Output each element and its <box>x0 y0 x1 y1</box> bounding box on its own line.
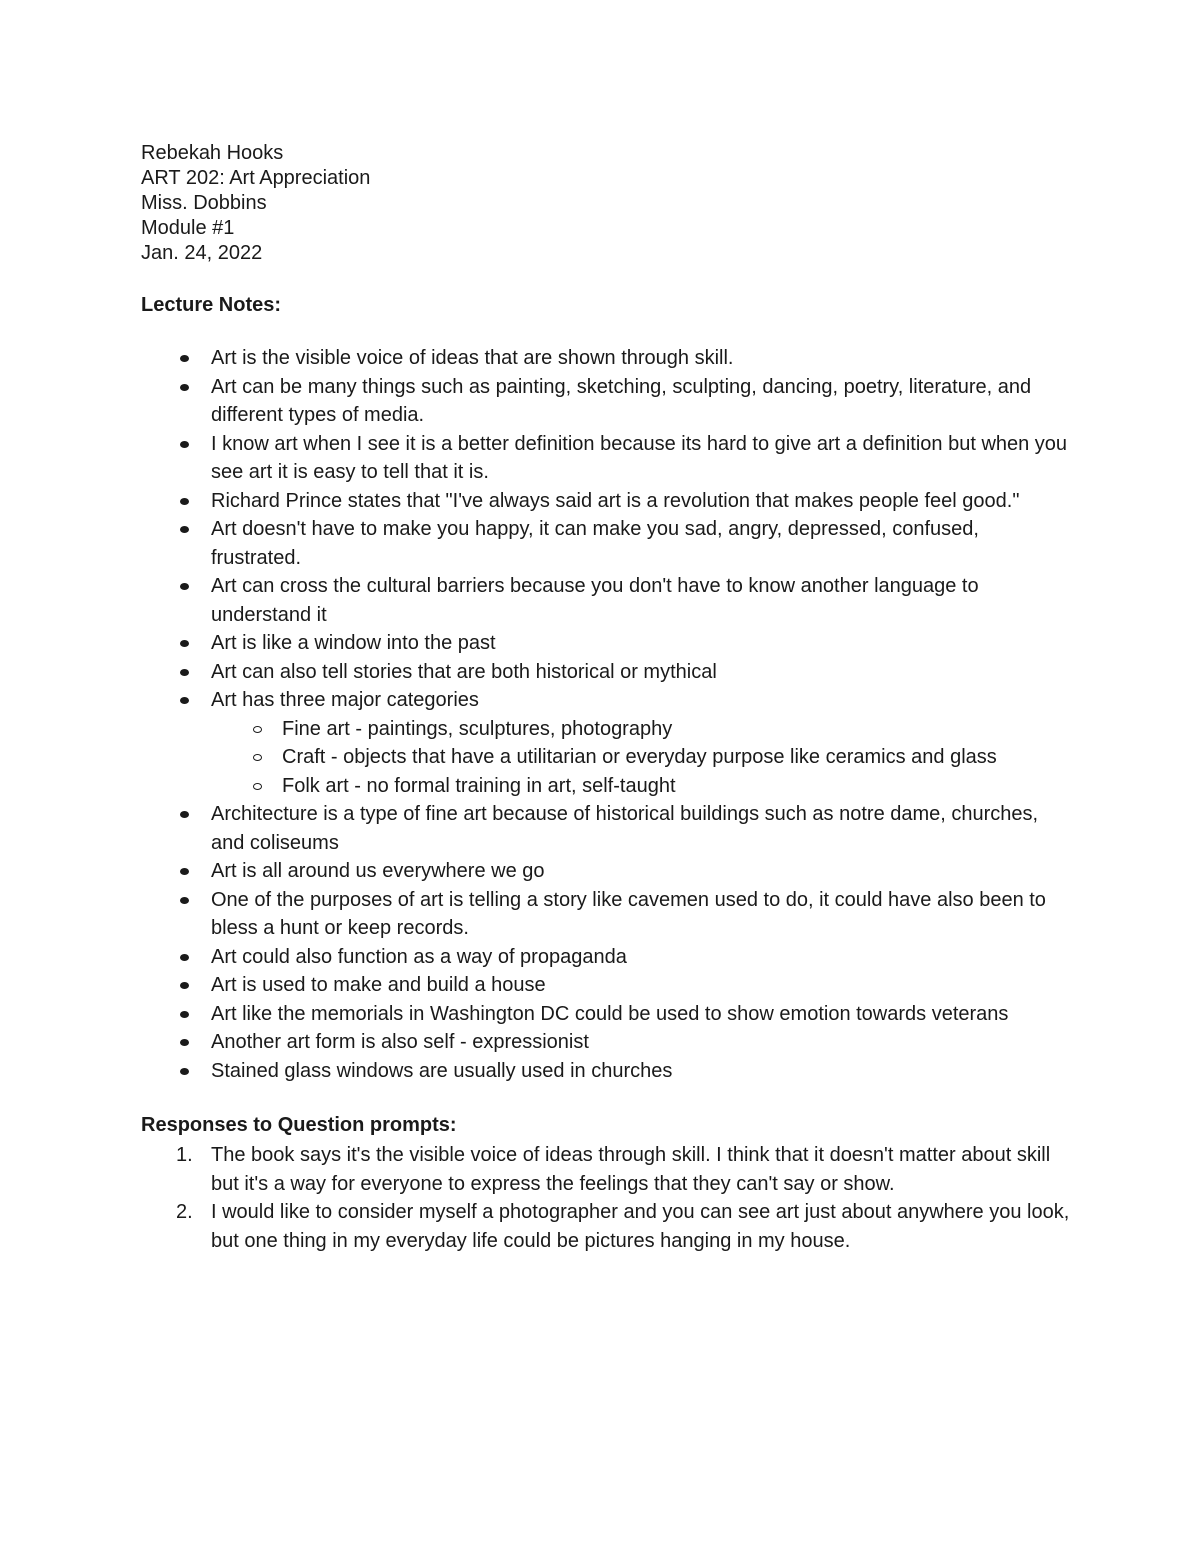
bullet-icon <box>180 868 189 875</box>
document-content <box>141 141 1071 1255</box>
document-date: Jan. 24, 2022 <box>141 242 263 264</box>
list-item <box>141 515 1071 572</box>
bullet-icon <box>180 441 189 448</box>
sub-list-item <box>211 743 1071 772</box>
bullet-icon <box>180 697 189 704</box>
course-title: ART 202: Art Appreciation <box>141 167 371 189</box>
student-name: Rebekah Hooks <box>141 142 284 164</box>
hollow-bullet-icon <box>253 726 262 733</box>
list-item-text: Art like the memorials in Washington DC could be used to show emotion towards veterans <box>211 1002 1009 1025</box>
list-item <box>141 971 1071 1000</box>
list-item <box>141 943 1071 972</box>
response-text: I would like to consider myself a photographer and you can see art just about anywhere you look, but one thing in my everyday life could be pictures hanging in my house. <box>211 1201 1070 1252</box>
list-item-text: Another art form is also self - expressionist <box>211 1031 589 1053</box>
list-item-text: Art can cross the cultural barriers because you don't have to know another language to understand it <box>211 575 979 626</box>
list-item <box>141 572 1071 629</box>
sub-list-item-text: Craft - objects that have a utilitarian or everyday purpose like ceramics and glass <box>282 746 997 768</box>
bullet-icon <box>180 982 189 989</box>
sub-list-item <box>211 772 1071 801</box>
bullet-icon <box>180 526 189 533</box>
list-item-text: Stained glass windows are usually used in churches <box>211 1059 673 1082</box>
list-item <box>141 344 1071 373</box>
bullet-icon <box>180 640 189 647</box>
bullet-icon <box>180 954 189 961</box>
list-item-text: Richard Prince states that "I've always said art is a revolution that makes people feel good." <box>211 489 1020 512</box>
bullet-icon <box>180 583 189 590</box>
responses-list <box>141 1141 1071 1255</box>
list-item <box>141 1028 1071 1057</box>
list-item <box>141 629 1071 658</box>
list-item <box>141 1000 1071 1029</box>
list-item-text: Art can be many things such as painting, sketching, sculpting, dancing, poetry, literature, and different types of media. <box>211 375 1032 426</box>
bullet-icon <box>180 1039 189 1046</box>
sub-list-item <box>211 715 1071 744</box>
list-item-text: I know art when I see it is a better definition because its hard to give art a definition but when you see art it is easy to tell that it is. <box>211 432 1068 483</box>
response-item <box>141 1141 1071 1198</box>
list-item-text: Architecture is a type of fine art because of historical buildings such as notre dame, churches, and coliseums <box>211 803 1039 854</box>
list-item <box>141 686 1071 800</box>
bullet-icon <box>180 498 189 505</box>
list-item-text: Art is like a window into the past <box>211 632 496 654</box>
list-item <box>141 1057 1071 1086</box>
response-item <box>141 1198 1071 1255</box>
lecture-notes-list <box>141 344 1071 1085</box>
list-item <box>141 430 1071 487</box>
hollow-bullet-icon <box>253 783 262 790</box>
list-item-text: Art has three major categories <box>211 689 479 711</box>
bullet-icon <box>180 1011 189 1018</box>
list-item-text: Art is the visible voice of ideas that are shown through skill. <box>211 347 734 369</box>
list-item-text: Art is used to make and build a house <box>211 974 546 996</box>
art-categories-list <box>211 715 1071 801</box>
responses-heading: Responses to Question prompts: <box>141 1114 457 1136</box>
list-item <box>141 658 1071 687</box>
response-number: 1. <box>176 1144 193 1166</box>
bullet-icon <box>180 897 189 904</box>
list-item-text: Art can also tell stories that are both historical or mythical <box>211 660 717 683</box>
list-item <box>141 800 1071 857</box>
bullet-icon <box>180 1068 189 1075</box>
list-item <box>141 373 1071 430</box>
list-item-text: Art doesn't have to make you happy, it can make you sad, angry, depressed, confused, frustrated. <box>211 518 979 569</box>
list-item <box>141 886 1071 943</box>
module-number: Module #1 <box>141 217 235 239</box>
list-item <box>141 487 1071 516</box>
hollow-bullet-icon <box>253 754 262 761</box>
bullet-icon <box>180 669 189 676</box>
lecture-notes-heading: Lecture Notes: <box>141 294 282 316</box>
sub-list-item-text: Folk art - no formal training in art, self-taught <box>282 774 676 797</box>
list-item-text: Art is all around us everywhere we go <box>211 860 545 882</box>
list-item-text: One of the purposes of art is telling a story like cavemen used to do, it could have also been to bless a hunt or keep records. <box>211 888 1046 939</box>
list-item-text: Art could also function as a way of propaganda <box>211 945 627 968</box>
sub-list-item-text: Fine art - paintings, sculptures, photography <box>282 717 673 740</box>
bullet-icon <box>180 355 189 362</box>
list-item <box>141 857 1071 886</box>
bullet-icon <box>180 811 189 818</box>
response-text: The book says it's the visible voice of ideas through skill. I think that it doesn't matter about skill but it's a way for everyone to express the feelings that they can't say or show. <box>211 1144 1051 1195</box>
bullet-icon <box>180 384 189 391</box>
instructor-name: Miss. Dobbins <box>141 192 267 214</box>
response-number: 2. <box>176 1201 193 1223</box>
